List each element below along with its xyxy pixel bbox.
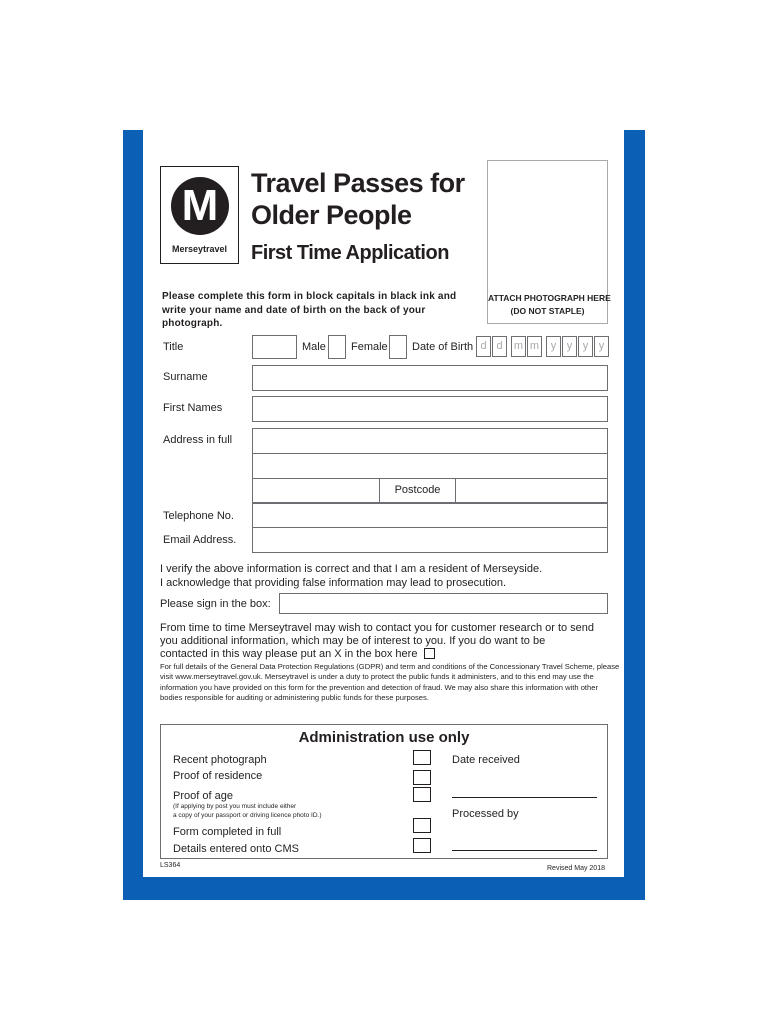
intro-instructions: Please complete this form in block capitals in black ink and write your name and date of birth on the back of your photograph. [162, 291, 457, 329]
admin-form-completed-checkbox[interactable] [413, 818, 431, 833]
address-line-2[interactable] [252, 453, 608, 479]
research-line-2: you additional information, which may be of interest to you. If you do want to be [160, 635, 546, 647]
processed-by-line[interactable] [452, 850, 597, 851]
processed-by-label: Processed by [452, 808, 519, 820]
admin-proof-residence-checkbox[interactable] [413, 770, 431, 785]
admin-form-completed-label: Form completed in full [173, 826, 282, 838]
merseytravel-logo [160, 166, 239, 264]
research-line-1: From time to time Merseytravel may wish to contact you for customer research or to send [160, 622, 595, 634]
address-label: Address in full [163, 434, 233, 446]
admin-details-cms-checkbox[interactable] [413, 838, 431, 853]
declaration-line-2: I acknowledge that providing false information may lead to prosecution. [160, 577, 507, 589]
dob-month-1[interactable]: m [511, 336, 526, 357]
dob-year-4[interactable]: y [594, 336, 609, 357]
admin-proof-age-label: Proof of age [173, 790, 233, 802]
form-code: LS364 [160, 862, 181, 869]
subtitle: First Time Application [251, 242, 449, 264]
first-names-label: First Names [163, 402, 223, 414]
address-line-1[interactable] [252, 428, 608, 454]
dob-label: Date of Birth [412, 341, 474, 353]
research-consent-checkbox[interactable] [424, 648, 435, 659]
admin-proof-age-note-2: a copy of your passport or driving licence photo ID.) [173, 812, 322, 819]
logo-name: Merseytravel [171, 244, 228, 254]
signature-box[interactable] [279, 593, 608, 614]
title-input[interactable] [252, 335, 297, 359]
dob-year-1[interactable]: y [546, 336, 561, 357]
dob-year-2[interactable]: y [562, 336, 577, 357]
first-names-input[interactable] [252, 396, 608, 422]
revised-date: Revised May 2018 [547, 865, 605, 872]
address-line-3[interactable] [252, 478, 380, 503]
admin-proof-residence-label: Proof of residence [173, 770, 263, 782]
female-label: Female [351, 341, 388, 353]
email-label: Email Address. [163, 534, 237, 546]
admin-details-cms-label: Details entered onto CMS [173, 843, 299, 855]
surname-label: Surname [163, 371, 208, 383]
declaration-line-1: I verify the above information is correct and that I am a resident of Merseyside. [160, 563, 543, 575]
date-received-label: Date received [452, 754, 520, 766]
postcode-label: Postcode [379, 478, 456, 503]
dob-month-2[interactable]: m [527, 336, 542, 357]
signature-label: Please sign in the box: [160, 598, 271, 610]
title-line-2: Older People [251, 200, 412, 230]
title-label: Title [163, 341, 184, 353]
admin-recent-photo-checkbox[interactable] [413, 750, 431, 765]
gdpr-notice: For full details of the General Data Protection Regulations (GDPR) and term and conditions of the Concessionary Travel Scheme, please visit www.merseytravel.gov.uk. Merseytravel is under a duty to protect the public funds it administers, and to this end may use the information you have provided on this form for the prevention and detection of fraud. We may also share this information with other bodies responsible for auditing or administering public funds for these purposes. [160, 662, 620, 703]
admin-proof-age-note-1: (If applying by post you must include either [173, 803, 297, 810]
dob-day-2[interactable]: d [492, 336, 507, 357]
postcode-input[interactable] [455, 478, 608, 503]
telephone-input[interactable] [252, 503, 608, 528]
telephone-label: Telephone No. [163, 510, 234, 522]
admin-proof-age-checkbox[interactable] [413, 787, 431, 802]
male-checkbox[interactable] [328, 335, 346, 359]
research-line-3: contacted in this way please put an X in the box here [160, 648, 418, 660]
admin-title: Administration use only [298, 729, 470, 746]
male-label: Male [302, 341, 326, 353]
female-checkbox[interactable] [389, 335, 407, 359]
admin-recent-photo-label: Recent photograph [173, 754, 267, 766]
logo-m-icon: M [171, 177, 229, 235]
date-received-line[interactable] [452, 797, 597, 798]
dob-year-3[interactable]: y [578, 336, 593, 357]
email-input[interactable] [252, 527, 608, 553]
title-line-1: Travel Passes for [251, 168, 465, 198]
surname-input[interactable] [252, 365, 608, 391]
photo-attach-area[interactable] [487, 160, 611, 324]
photo-instruction: ATTACH PHOTOGRAPH HERE [488, 293, 611, 303]
dob-day-1[interactable]: d [476, 336, 491, 357]
photo-no-staple: (DO NOT STAPLE) [510, 306, 585, 316]
